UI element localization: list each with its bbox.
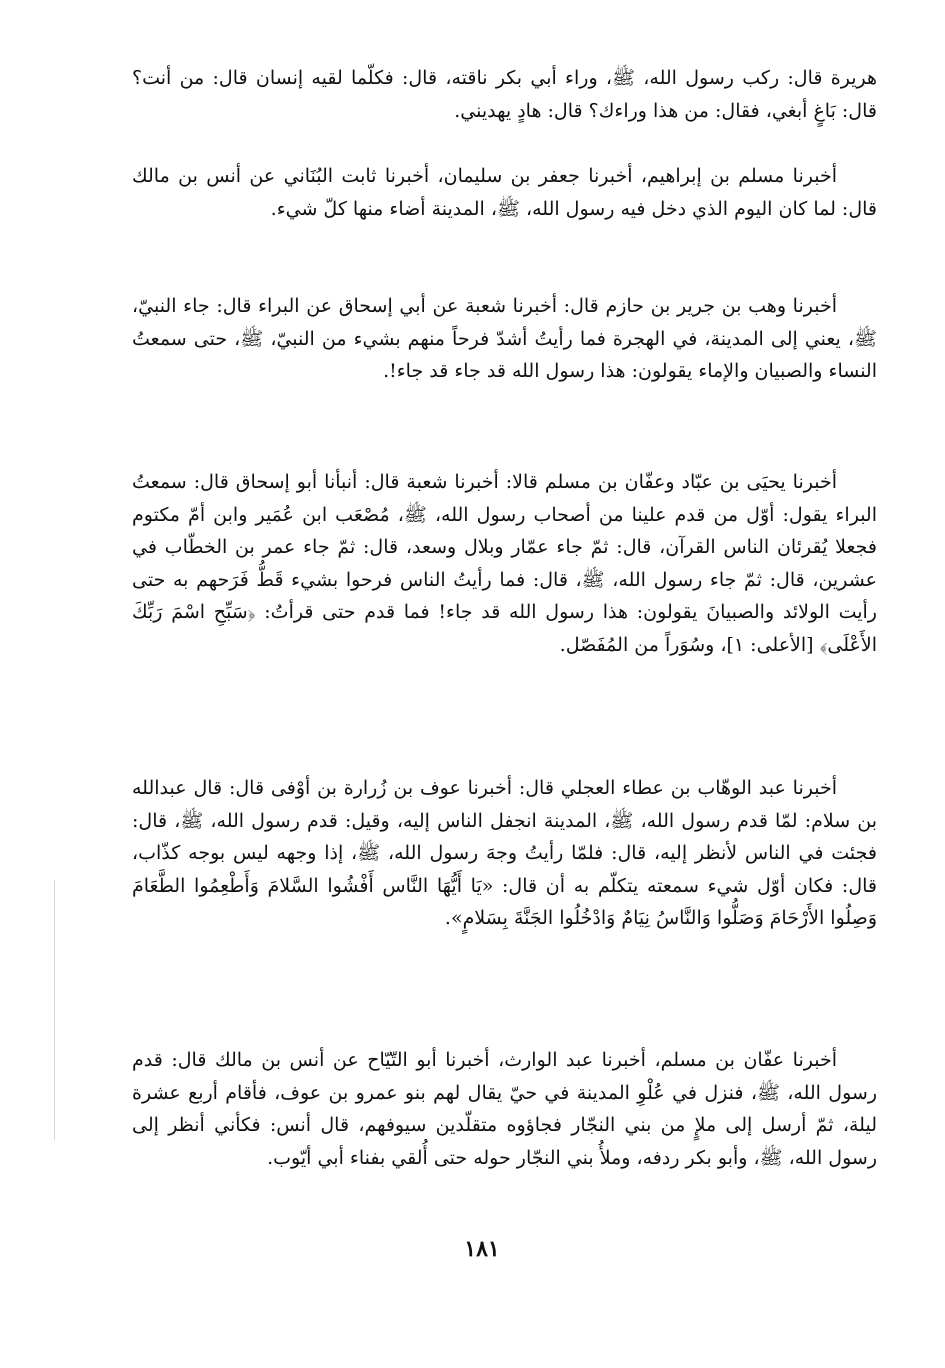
paragraph-5: أخبرنا عبد الوهّاب بن عطاء العجلي قال: أخبرنا عوف بن زُرارة بن أوْفى قال: قال عبدالله بن سلام: لمّا قدم رسول الله، ﷺ، المدينة انجفل الناس إليه، وقيل: قدم رسول الله، ﷺ، قال: فجئت في الناس لأنظر إليه، قال: فلمّا رأيتُ وجهَ رسول الله، ﷺ، إذا وجهه ليس بوجه كذّاب، قال: فكان أوّل شيء سمعته يتكلّم به أن قال: «يَا أَيُّهَا النَّاس أَفْشُوا السَّلامَ وَأَطْعِمُوا الطَّعَامَ وَصِلُوا الأَرْحَامَ وَصَلُّوا وَالنَّاسُ نِيَامٌ وَادْخُلُوا الجَنَّةَ بِسَلامٍ».: [132, 777, 877, 929]
page-number: ١٨١: [464, 1236, 500, 1262]
paragraph-3: أخبرنا وهب بن جرير بن حازم قال: أخبرنا شعبة عن أبي إسحاق عن البراء قال: جاء النبيّ، ﷺ، يعني إلى المدينة، في الهجرة فما رأيتُ أشدّ فرحاً منهم بشيء من النبيّ، ﷺ، حتى سمعتُ النساء والصبيان والإماء يقولون: هذا رسول الله قد جاء قد جاء!.: [132, 295, 877, 382]
page-edge-shadow: [54, 880, 55, 1140]
paragraph-2: أخبرنا مسلم بن إبراهيم، أخبرنا جعفر بن سليمان، أخبرنا ثابت البُنَاني عن أنس بن مالك قال: لما كان اليوم الذي دخل فيه رسول الله، ﷺ، المدينة أضاء منها كلّ شيء.: [132, 165, 877, 220]
paragraph-1: هريرة قال: ركب رسول الله، ﷺ، وراء أبي بكر ناقته، قال: فكلّما لقيه إنسان قال: من أنت؟ قال: بَاغٍ أبغي، فقال: من هذا وراءك؟ قال: هادٍ يهديني.: [132, 67, 877, 122]
paragraph-6: أخبرنا عفّان بن مسلم، أخبرنا عبد الوارث، أخبرنا أبو التّيّاح عن أنس بن مالك قال: قدم رسول الله، ﷺ، فنزل في عُلْوِ المدينة في حيّ يقال لهم بنو عمرو بن عوف، فأقام أربع عشرة ليلة، ثمّ أرسل إلى ملإٍ من بني النجّار فجاؤوه متقلّدين سيوفهم، قال أنس: فكأني أنظر إلى رسول الله، ﷺ، وأبو بكر ردفه، وملأُ بني النجّار حوله حتى أُلقي بفناء أبي أيّوب.: [132, 1049, 877, 1169]
paragraph-4: أخبرنا يحيَى بن عبّاد وعفّان بن مسلم قالا: أخبرنا شعبة قال: أنبأنا أبو إسحاق قال: سمعتُ البراء يقول: أوّل من قدم علينا من أصحاب رسول الله، ﷺ، مُصْعَب ابن عُمَير وابن أمّ مكتوم فجعلا يُقرئان الناس القرآن، قال: ثمّ جاء عمّار وبلال وسعد، قال: ثمّ جاء عمر بن الخطّاب في عشرين، قال: ثمّ جاء رسول الله، ﷺ، قال: فما رأيتُ الناس فرحوا بشيء قَطُّ فَرَحهم به حتى رأيت الولائد والصبيانَ يقولون: هذا رسول الله قد جاء! فما قدم حتى قرأتُ: ﴿سَبِّحِ اسْمَ رَبِّكَ الأَعْلَى﴾ [الأعلى: ١]، وسُوَراً من المُفَصّل.: [132, 471, 877, 656]
